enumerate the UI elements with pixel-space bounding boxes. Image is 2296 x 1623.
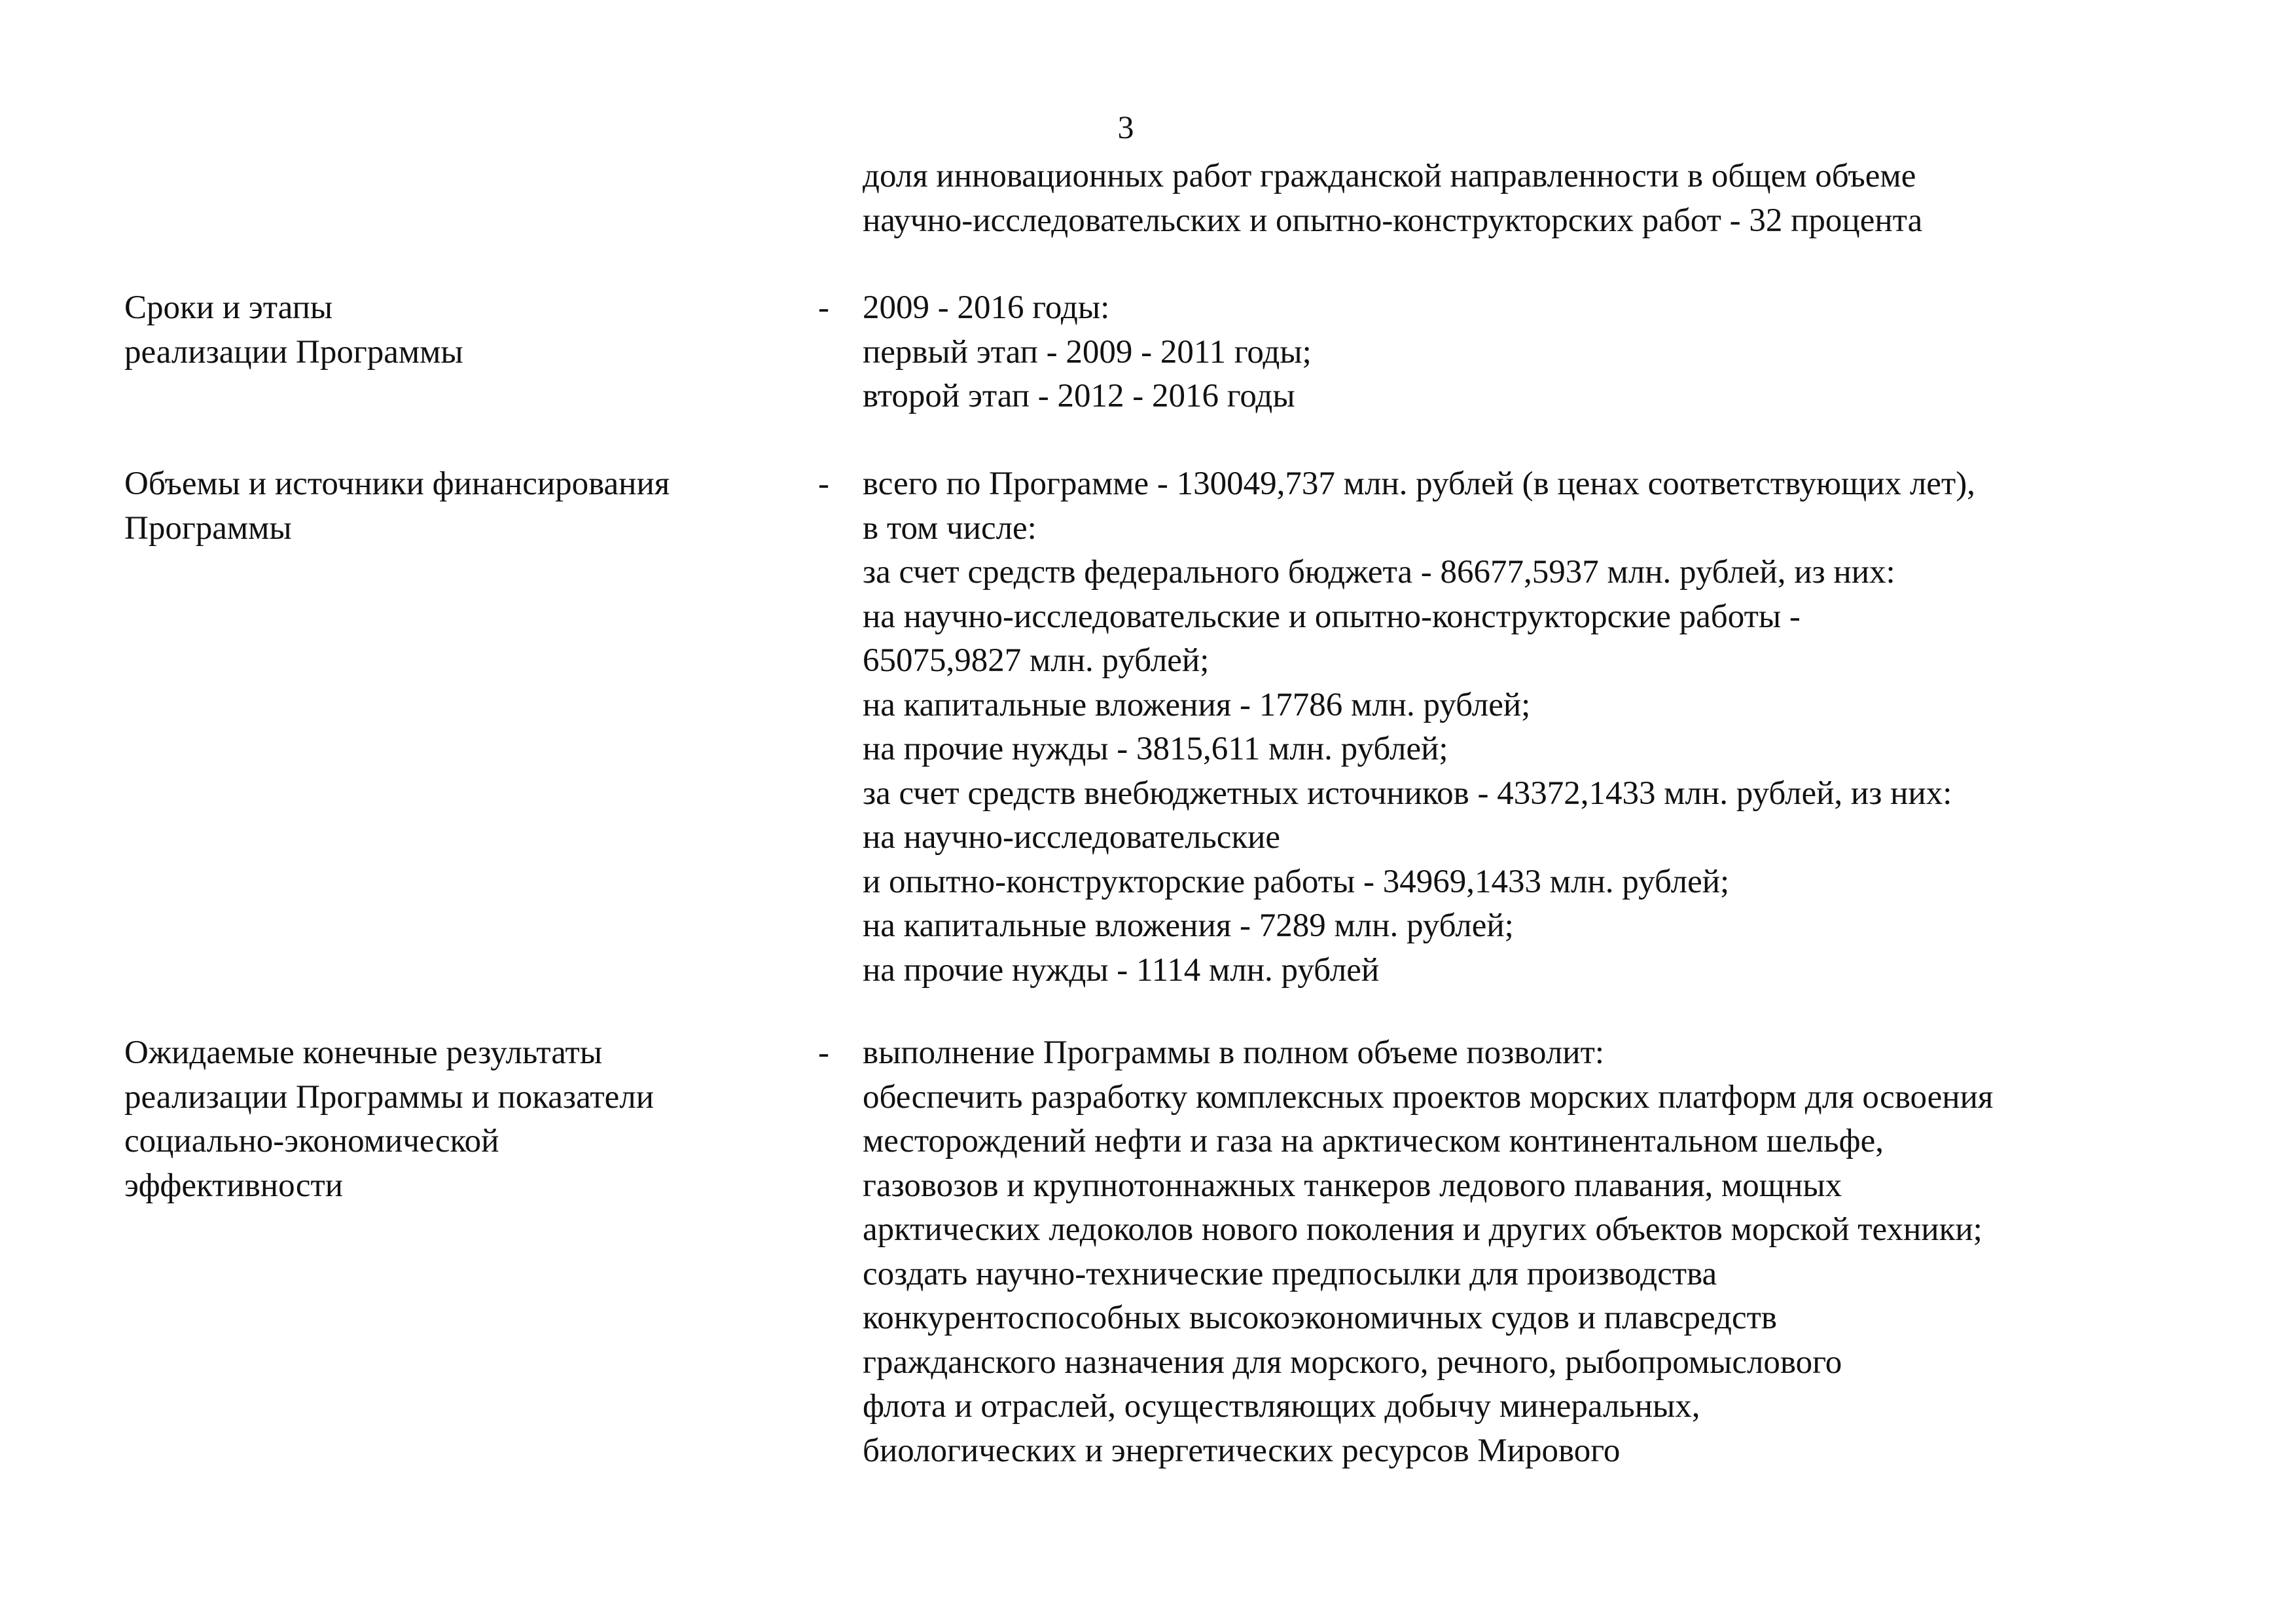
section-label	[124, 1031, 654, 1208]
dash-separator: -	[818, 1034, 829, 1071]
section-label	[124, 462, 670, 551]
label-line: эффективности	[124, 1167, 344, 1204]
dash-separator: -	[818, 465, 829, 502]
text-line: на капитальные вложения - 7289 млн. рублей;	[863, 907, 1514, 944]
intro-continuation	[863, 155, 1922, 243]
text-line: биологических и энергетических ресурсов Мирового	[863, 1432, 1621, 1469]
text-line: второй этап - 2012 - 2016 годы	[863, 378, 1295, 414]
text-line: на научно-исследовательские и опытно-конструкторские работы -	[863, 598, 1801, 635]
text-line: и опытно-конструкторские работы - 34969,1433 млн. рублей;	[863, 863, 1730, 900]
text-line: доля инновационных работ гражданской направленности в общем объеме	[863, 158, 1916, 194]
section-content	[863, 462, 1975, 993]
text-line: на прочие нужды - 1114 млн. рублей	[863, 951, 1380, 989]
text-line: гражданского назначения для морского, речного, рыбопромыслового	[863, 1343, 1842, 1381]
text-line: за счет средств федерального бюджета - 86677,5937 млн. рублей, из них:	[863, 554, 1895, 591]
text-line: арктических ледоколов нового поколения и других объектов морской техники;	[863, 1211, 1982, 1248]
text-line: обеспечить разработку комплексных проектов морских платформ для освоения	[863, 1078, 1994, 1116]
text-line: на научно-исследовательские	[863, 819, 1281, 856]
section-content	[863, 1031, 1993, 1473]
text-line: за счет средств внебюджетных источников - 43372,1433 млн. рублей, из них:	[863, 775, 1952, 812]
section-content	[863, 286, 1312, 419]
text-line: первый этап - 2009 - 2011 годы;	[863, 333, 1312, 371]
dash-separator: -	[818, 289, 829, 326]
label-line: Программы	[124, 509, 292, 547]
page-number: 3	[1117, 109, 1134, 145]
label-line: Объемы и источники финансирования	[124, 465, 670, 502]
text-line: всего по Программе - 130049,737 млн. рублей (в ценах соответствующих лет),	[863, 465, 1975, 502]
text-line: создать научно-технические предпосылки для производства	[863, 1255, 1717, 1292]
text-line: научно-исследовательских и опытно-конструкторских работ - 32 процента	[863, 202, 1923, 239]
text-line: на прочие нужды - 3815,611 млн. рублей;	[863, 731, 1448, 767]
text-line: месторождений нефти и газа на арктическом континентальном шельфе,	[863, 1123, 1884, 1159]
text-line: 2009 - 2016 годы:	[863, 289, 1110, 326]
label-line: реализации Программы	[124, 333, 463, 371]
label-line: Ожидаемые конечные результаты	[124, 1034, 603, 1071]
text-line: в том числе:	[863, 509, 1037, 547]
text-line: флота и отраслей, осуществляющих добычу минеральных,	[863, 1388, 1700, 1425]
text-line: выполнение Программы в полном объеме позволит:	[863, 1034, 1605, 1071]
label-line: социально-экономической	[124, 1123, 499, 1159]
label-line: реализации Программы и показатели	[124, 1078, 655, 1116]
text-line: конкурентоспособных высокоэкономичных судов и плавсредств	[863, 1300, 1777, 1336]
label-line: Сроки и этапы	[124, 289, 333, 326]
section-label	[124, 286, 463, 374]
text-line: на капитальные вложения - 17786 млн. рублей;	[863, 686, 1531, 723]
text-line: газовозов и крупнотоннажных танкеров ледового плавания, мощных	[863, 1167, 1842, 1204]
text-line: 65075,9827 млн. рублей;	[863, 642, 1210, 679]
